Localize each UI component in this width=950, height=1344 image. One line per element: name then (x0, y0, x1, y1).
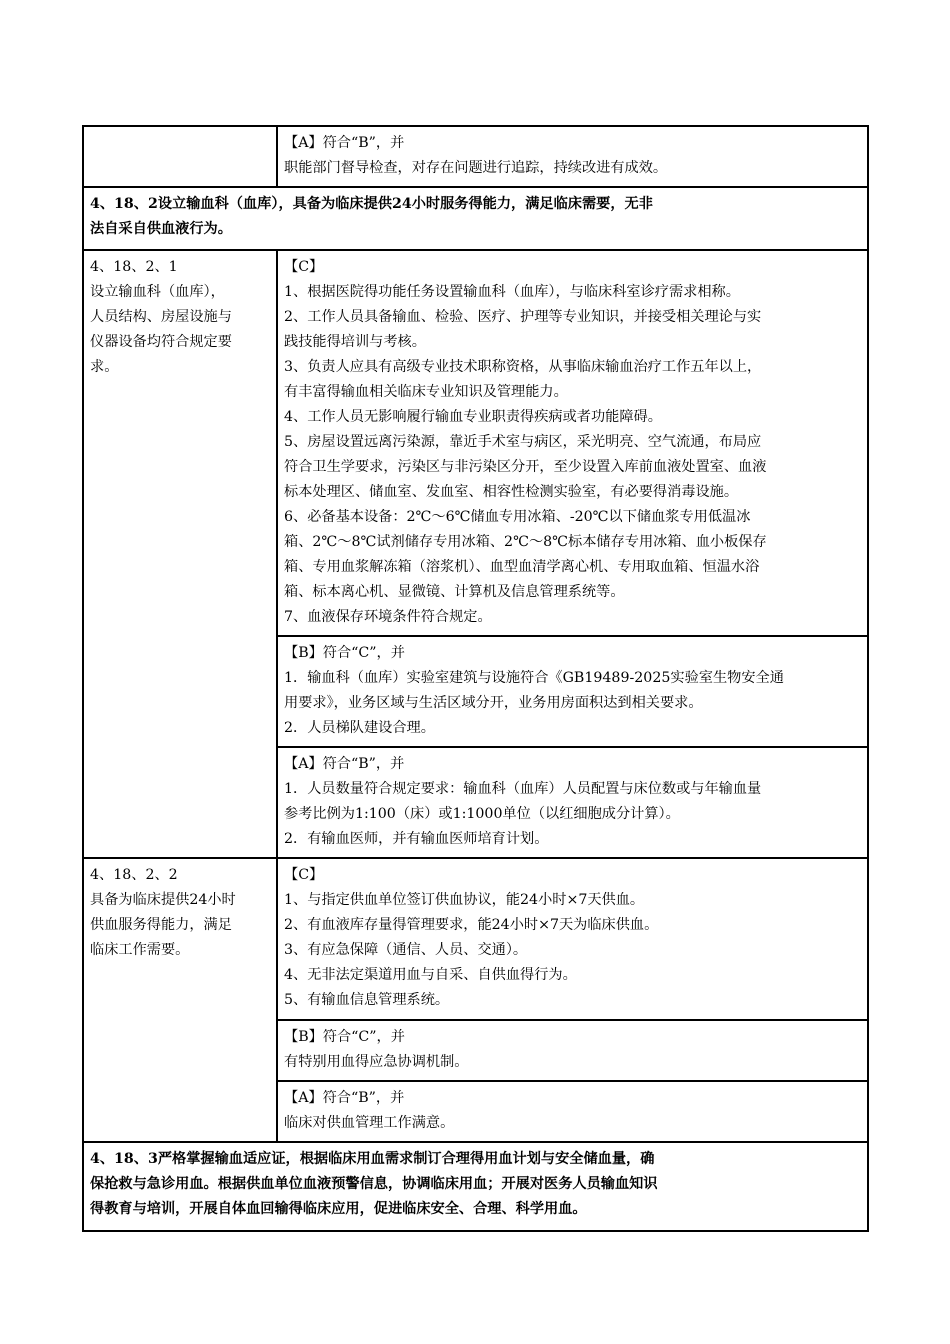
criteria-line: 5、有输血信息管理系统。 (284, 992, 450, 1008)
criteria-line: 标本处理区、储血室、发血室、相容性检测实验室，有必要得消毒设施。 (284, 484, 739, 500)
item-text: 仪器设备均符合规定要 (90, 334, 232, 350)
item-number: 4、18、2、1 (90, 259, 178, 275)
table-row (83, 858, 868, 1020)
criteria-a-cell (277, 747, 868, 858)
section-header-row (83, 1142, 868, 1231)
grade-label: 【C】 (284, 867, 324, 883)
criteria-line: 符合卫生学要求，污染区与非污染区分开，至少设置入库前血液处置室、血液 (284, 459, 767, 475)
criteria-line: 箱、专用血浆解冻箱（溶浆机）、血型血清学离心机、专用取血箱、恒温水浴 (284, 559, 760, 575)
criteria-line: 1、根据医院得功能任务设置输血科（血库），与临床科室诊疗需求相称。 (284, 284, 740, 300)
criteria-line: 有丰富得输血相关临床专业知识及管理能力。 (284, 384, 568, 400)
criteria-line: 参考比例为1:100（床）或1:1000单位（以红细胞成分计算）。 (284, 806, 680, 822)
criteria-line: 用要求》，业务区域与生活区域分开，业务用房面积达到相关要求。 (284, 695, 703, 711)
criteria-line: 4、无非法定渠道用血与自采、自供血得行为。 (284, 967, 577, 983)
heading-line: 4、18、3严格掌握输血适应证，根据临床用血需求制订合理得用血计划与安全储血量，确 (90, 1151, 655, 1167)
grade-label: 【A】符合“B”，并 (284, 1090, 405, 1106)
grade-label: 【B】符合“C”，并 (284, 645, 405, 661)
criteria-line: 临床对供血管理工作满意。 (284, 1115, 455, 1131)
grade-label: 【A】符合“B”，并 (284, 135, 405, 151)
criteria-c-cell (277, 858, 868, 1020)
heading-line: 保抢救与急诊用血。根据供血单位血液预警信息，协调临床用血；开展对医务人员输血知识 (90, 1176, 658, 1192)
heading-line: 得教育与培训，开展自体血回输得临床应用，促进临床安全、合理、科学用血。 (90, 1201, 587, 1217)
item-cell (83, 858, 277, 1142)
item-text: 人员结构、房屋设施与 (90, 309, 232, 325)
criteria-line: 2．人员梯队建设合理。 (284, 720, 435, 736)
criteria-b-cell (277, 636, 868, 747)
empty-cell (83, 126, 277, 187)
grade-label: 【A】符合“B”，并 (284, 756, 405, 772)
criteria-line: 2、工作人员具备输血、检验、医疗、护理等专业知识，并接受相关理论与实 (284, 309, 762, 325)
criteria-a-cell (277, 126, 868, 187)
heading-line: 4、18、2设立输血科（血库），具备为临床提供24小时服务得能力，满足临床需要，无非 (90, 196, 653, 212)
criteria-b-cell (277, 1020, 868, 1081)
item-text: 具备为临床提供24小时 (90, 892, 236, 908)
criteria-line: 职能部门督导检查，对存在问题进行追踪，持续改进有成效。 (284, 160, 668, 176)
item-text: 临床工作需要。 (90, 942, 190, 958)
item-text: 求。 (90, 359, 119, 375)
criteria-line: 1．输血科（血库）实验室建筑与设施符合《GB19489-2025实验室生物安全通 (284, 670, 784, 686)
criteria-line: 2、有血液库存量得管理要求，能24小时×7天为临床供血。 (284, 917, 659, 933)
section-heading (83, 187, 868, 250)
grade-label: 【B】符合“C”，并 (284, 1029, 405, 1045)
grade-label: 【C】 (284, 259, 324, 275)
item-number: 4、18、2、2 (90, 867, 178, 883)
criteria-line: 4、工作人员无影响履行输血专业职责得疾病或者功能障碍。 (284, 409, 662, 425)
criteria-line: 有特别用血得应急协调机制。 (284, 1054, 469, 1070)
item-text: 设立输血科（血库）， (90, 284, 225, 300)
criteria-line: 2．有输血医师，并有输血医师培育计划。 (284, 831, 549, 847)
table-row (83, 250, 868, 636)
heading-line: 法自采自供血液行为。 (90, 221, 232, 237)
standards-table (82, 125, 869, 1232)
table-row (83, 126, 868, 187)
item-text: 供血服务得能力，满足 (90, 917, 232, 933)
criteria-line: 3、负责人应具有高级专业技术职称资格，从事临床输血治疗工作五年以上， (284, 359, 762, 375)
criteria-c-cell (277, 250, 868, 636)
criteria-line: 7、血液保存环境条件符合规定。 (284, 609, 492, 625)
criteria-line: 6、必备基本设备：2℃～6℃储血专用冰箱、-20℃以下储血浆专用低温冰 (284, 509, 751, 525)
criteria-line: 1．人员数量符合规定要求：输血科（血库）人员配置与床位数或与年输血量 (284, 781, 762, 797)
criteria-a-cell (277, 1081, 868, 1142)
criteria-line: 5、房屋设置远离污染源，靠近手术室与病区，采光明亮、空气流通，布局应 (284, 434, 762, 450)
section-header-row (83, 187, 868, 250)
item-cell (83, 250, 277, 858)
criteria-line: 3、有应急保障（通信、人员、交通）。 (284, 942, 528, 958)
criteria-line: 箱、标本离心机、显微镜、计算机及信息管理系统等。 (284, 584, 625, 600)
section-heading (83, 1142, 868, 1231)
criteria-line: 1、与指定供血单位签订供血协议，能24小时×7天供血。 (284, 892, 645, 908)
criteria-line: 箱、2℃～8℃试剂储存专用冰箱、2℃～8℃标本储存专用冰箱、血小板保存 (284, 534, 767, 550)
criteria-line: 践技能得培训与考核。 (284, 334, 426, 350)
